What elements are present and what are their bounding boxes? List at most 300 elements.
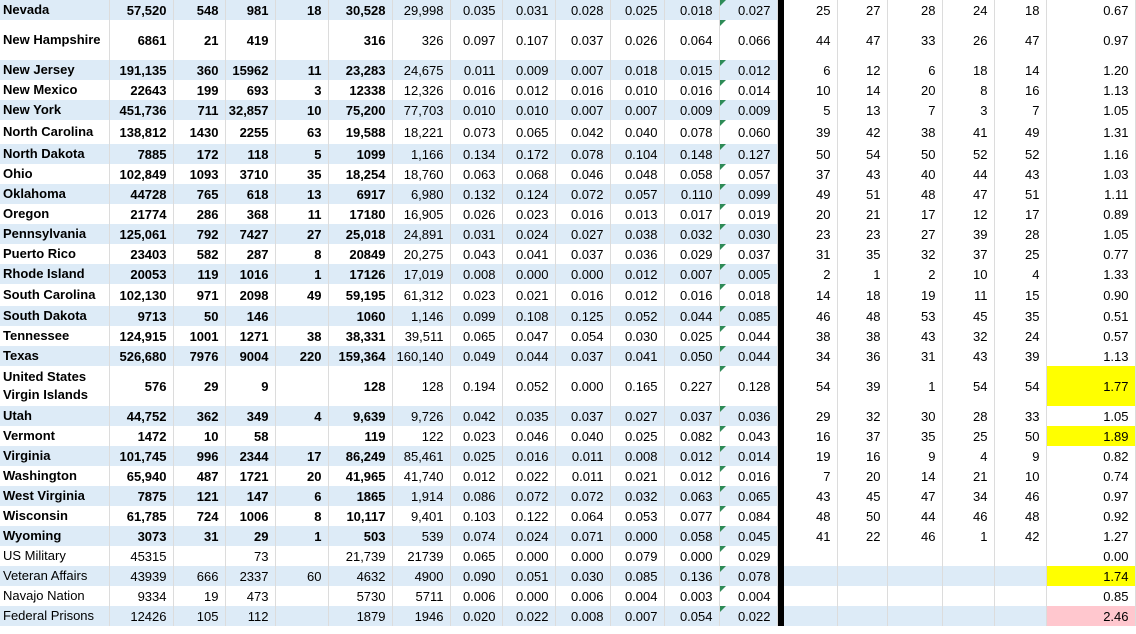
data-cell[interactable]: 582: [173, 244, 225, 264]
rank-cell[interactable]: 35: [994, 306, 1046, 326]
rank-cell[interactable]: [837, 586, 887, 606]
data-cell[interactable]: 0.085: [719, 306, 777, 326]
rank-cell[interactable]: 36: [837, 346, 887, 366]
rank-cell[interactable]: 14: [837, 80, 887, 100]
data-cell[interactable]: 0.227: [664, 366, 719, 406]
data-cell[interactable]: 21: [173, 20, 225, 60]
rank-cell[interactable]: 41: [942, 120, 994, 144]
rank-cell[interactable]: 1.05: [1046, 224, 1135, 244]
data-cell[interactable]: 17,019: [392, 264, 450, 284]
rank-cell[interactable]: 27: [887, 224, 942, 244]
rank-cell[interactable]: 14: [887, 466, 942, 486]
rank-cell[interactable]: 1.27: [1046, 526, 1135, 546]
data-cell[interactable]: 9,726: [392, 406, 450, 426]
data-cell[interactable]: 44728: [109, 184, 173, 204]
rank-cell[interactable]: 16: [994, 80, 1046, 100]
rank-cell[interactable]: 1.33: [1046, 264, 1135, 284]
data-cell[interactable]: 0.024: [502, 526, 555, 546]
data-cell[interactable]: 191,135: [109, 60, 173, 80]
data-cell[interactable]: 0.107: [502, 20, 555, 60]
data-cell[interactable]: 368: [225, 204, 275, 224]
data-cell[interactable]: 1001: [173, 326, 225, 346]
rank-cell[interactable]: 7: [784, 466, 837, 486]
data-cell[interactable]: 0.049: [450, 346, 502, 366]
data-cell[interactable]: 0.011: [555, 466, 610, 486]
row-label[interactable]: Oregon: [0, 204, 109, 224]
data-cell[interactable]: 693: [225, 80, 275, 100]
data-cell[interactable]: 29: [225, 526, 275, 546]
data-cell[interactable]: 0.000: [555, 546, 610, 566]
data-cell[interactable]: 487: [173, 466, 225, 486]
data-cell[interactable]: 1,146: [392, 306, 450, 326]
rank-cell[interactable]: 44: [887, 506, 942, 526]
data-cell[interactable]: 20: [275, 466, 328, 486]
row-label[interactable]: Vermont: [0, 426, 109, 446]
data-cell[interactable]: 0.026: [450, 204, 502, 224]
rank-cell[interactable]: 12: [942, 204, 994, 224]
data-cell[interactable]: 18,254: [328, 164, 392, 184]
rank-cell[interactable]: 39: [942, 224, 994, 244]
data-cell[interactable]: 86,249: [328, 446, 392, 466]
data-cell[interactable]: 0.065: [450, 326, 502, 346]
rank-cell[interactable]: 24: [994, 326, 1046, 346]
data-cell[interactable]: 0.037: [555, 244, 610, 264]
data-cell[interactable]: 0.057: [610, 184, 664, 204]
rank-cell[interactable]: 35: [837, 244, 887, 264]
rank-cell[interactable]: 15: [994, 284, 1046, 306]
data-cell[interactable]: 22643: [109, 80, 173, 100]
data-cell[interactable]: 105: [173, 606, 225, 626]
rank-cell[interactable]: 0.51: [1046, 306, 1135, 326]
rank-cell[interactable]: 22: [837, 526, 887, 546]
data-cell[interactable]: 0.007: [610, 100, 664, 120]
data-cell[interactable]: 2098: [225, 284, 275, 306]
rank-cell[interactable]: 1.11: [1046, 184, 1135, 204]
data-cell[interactable]: 0.017: [664, 204, 719, 224]
rank-cell[interactable]: 51: [837, 184, 887, 204]
data-cell[interactable]: 0.010: [502, 100, 555, 120]
row-label[interactable]: United States Virgin Islands: [0, 366, 109, 406]
data-cell[interactable]: 58: [225, 426, 275, 446]
data-cell[interactable]: 21739: [392, 546, 450, 566]
rank-cell[interactable]: 17: [887, 204, 942, 224]
data-cell[interactable]: 0.077: [664, 506, 719, 526]
data-cell[interactable]: 77,703: [392, 100, 450, 120]
data-cell[interactable]: 0.021: [502, 284, 555, 306]
rank-cell[interactable]: 45: [837, 486, 887, 506]
data-cell[interactable]: 0.043: [719, 426, 777, 446]
data-cell[interactable]: 0.136: [664, 566, 719, 586]
data-cell[interactable]: 0.000: [555, 366, 610, 406]
data-cell[interactable]: 0.022: [502, 606, 555, 626]
data-cell[interactable]: 4900: [392, 566, 450, 586]
data-cell[interactable]: 0.016: [555, 284, 610, 306]
data-cell[interactable]: 0.052: [502, 366, 555, 406]
rank-cell[interactable]: 43: [942, 346, 994, 366]
data-cell[interactable]: 0.012: [664, 466, 719, 486]
rank-cell[interactable]: 11: [942, 284, 994, 306]
rank-cell[interactable]: 1.77: [1046, 366, 1135, 406]
data-cell[interactable]: [173, 546, 225, 566]
data-cell[interactable]: 0.037: [555, 406, 610, 426]
rank-cell[interactable]: 47: [887, 486, 942, 506]
data-cell[interactable]: 0.007: [664, 264, 719, 284]
row-label[interactable]: South Dakota: [0, 306, 109, 326]
data-cell[interactable]: 4: [275, 406, 328, 426]
data-cell[interactable]: 0.009: [719, 100, 777, 120]
data-cell[interactable]: 21774: [109, 204, 173, 224]
row-label[interactable]: South Carolina: [0, 284, 109, 306]
data-cell[interactable]: 9334: [109, 586, 173, 606]
data-cell[interactable]: 0.060: [719, 120, 777, 144]
rank-cell[interactable]: 34: [942, 486, 994, 506]
rank-cell[interactable]: 0.67: [1046, 0, 1135, 20]
data-cell[interactable]: 0.027: [555, 224, 610, 244]
rank-cell[interactable]: 2: [887, 264, 942, 284]
data-cell[interactable]: 0.009: [664, 100, 719, 120]
data-cell[interactable]: 1865: [328, 486, 392, 506]
data-cell[interactable]: 287: [225, 244, 275, 264]
rank-cell[interactable]: 28: [942, 406, 994, 426]
rank-cell[interactable]: 37: [942, 244, 994, 264]
data-cell[interactable]: 11: [275, 60, 328, 80]
rank-cell[interactable]: 4: [942, 446, 994, 466]
rank-cell[interactable]: 18: [837, 284, 887, 306]
data-cell[interactable]: 349: [225, 406, 275, 426]
data-cell[interactable]: 0.085: [610, 566, 664, 586]
data-cell[interactable]: 16,905: [392, 204, 450, 224]
rank-cell[interactable]: 1.03: [1046, 164, 1135, 184]
data-cell[interactable]: 0.019: [719, 204, 777, 224]
data-cell[interactable]: 0.035: [450, 0, 502, 20]
data-cell[interactable]: 0.000: [502, 264, 555, 284]
data-cell[interactable]: 1946: [392, 606, 450, 626]
data-cell[interactable]: [275, 426, 328, 446]
data-cell[interactable]: 0.058: [664, 164, 719, 184]
data-cell[interactable]: 19,588: [328, 120, 392, 144]
rank-cell[interactable]: 43: [784, 486, 837, 506]
data-cell[interactable]: 102,849: [109, 164, 173, 184]
data-cell[interactable]: 10: [275, 100, 328, 120]
rank-cell[interactable]: 46: [784, 306, 837, 326]
rank-cell[interactable]: [994, 546, 1046, 566]
data-cell[interactable]: 0.027: [719, 0, 777, 20]
rank-cell[interactable]: 25: [994, 244, 1046, 264]
data-cell[interactable]: 0.082: [664, 426, 719, 446]
rank-cell[interactable]: 48: [994, 506, 1046, 526]
rank-cell[interactable]: 32: [837, 406, 887, 426]
data-cell[interactable]: [275, 366, 328, 406]
data-cell[interactable]: 7427: [225, 224, 275, 244]
data-cell[interactable]: 0.078: [719, 566, 777, 586]
data-cell[interactable]: 0.004: [719, 586, 777, 606]
data-cell[interactable]: 9,401: [392, 506, 450, 526]
data-cell[interactable]: 0.008: [610, 446, 664, 466]
data-cell[interactable]: 20849: [328, 244, 392, 264]
rank-cell[interactable]: 21: [942, 466, 994, 486]
data-cell[interactable]: 0.011: [450, 60, 502, 80]
row-label[interactable]: Oklahoma: [0, 184, 109, 204]
data-cell[interactable]: 0.071: [555, 526, 610, 546]
row-label[interactable]: Nevada: [0, 0, 109, 20]
data-cell[interactable]: 12338: [328, 80, 392, 100]
row-label[interactable]: Tennessee: [0, 326, 109, 346]
data-cell[interactable]: 1721: [225, 466, 275, 486]
rank-cell[interactable]: 10: [784, 80, 837, 100]
rank-cell[interactable]: 38: [887, 120, 942, 144]
data-cell[interactable]: 39,511: [392, 326, 450, 346]
data-cell[interactable]: 0.128: [719, 366, 777, 406]
data-cell[interactable]: 9713: [109, 306, 173, 326]
data-cell[interactable]: 0.134: [450, 144, 502, 164]
data-cell[interactable]: 0.040: [555, 426, 610, 446]
data-cell[interactable]: 0.053: [610, 506, 664, 526]
data-cell[interactable]: 8: [275, 506, 328, 526]
data-cell[interactable]: 711: [173, 100, 225, 120]
data-cell[interactable]: 0.043: [450, 244, 502, 264]
rank-cell[interactable]: [837, 546, 887, 566]
data-cell[interactable]: 981: [225, 0, 275, 20]
rank-cell[interactable]: 2.46: [1046, 606, 1135, 626]
data-cell[interactable]: 9,639: [328, 406, 392, 426]
rank-cell[interactable]: [942, 586, 994, 606]
row-label[interactable]: Wisconsin: [0, 506, 109, 526]
data-cell[interactable]: 1: [275, 264, 328, 284]
rank-cell[interactable]: 1.74: [1046, 566, 1135, 586]
row-label[interactable]: North Dakota: [0, 144, 109, 164]
rank-cell[interactable]: [994, 566, 1046, 586]
data-cell[interactable]: 996: [173, 446, 225, 466]
data-cell[interactable]: 0.012: [610, 284, 664, 306]
data-cell[interactable]: 146: [225, 306, 275, 326]
data-cell[interactable]: 0.016: [502, 446, 555, 466]
data-cell[interactable]: 1472: [109, 426, 173, 446]
data-cell[interactable]: 0.041: [610, 346, 664, 366]
data-cell[interactable]: 0.036: [719, 406, 777, 426]
rank-cell[interactable]: 13: [837, 100, 887, 120]
data-cell[interactable]: 9004: [225, 346, 275, 366]
rank-cell[interactable]: [994, 606, 1046, 626]
rank-cell[interactable]: 1.89: [1046, 426, 1135, 446]
rank-cell[interactable]: 0.97: [1046, 486, 1135, 506]
rank-cell[interactable]: 44: [784, 20, 837, 60]
data-cell[interactable]: 1,166: [392, 144, 450, 164]
data-cell[interactable]: 0.012: [502, 80, 555, 100]
data-cell[interactable]: 0.032: [610, 486, 664, 506]
rank-cell[interactable]: 14: [994, 60, 1046, 80]
data-cell[interactable]: 316: [328, 20, 392, 60]
rank-cell[interactable]: 47: [994, 20, 1046, 60]
rank-cell[interactable]: 18: [942, 60, 994, 80]
data-cell[interactable]: 0.044: [719, 346, 777, 366]
row-label[interactable]: New Hampshire: [0, 20, 109, 60]
data-cell[interactable]: 0.172: [502, 144, 555, 164]
data-cell[interactable]: 29,998: [392, 0, 450, 20]
rank-cell[interactable]: 1.05: [1046, 100, 1135, 120]
data-cell[interactable]: 12,326: [392, 80, 450, 100]
data-cell[interactable]: 6: [275, 486, 328, 506]
data-cell[interactable]: 792: [173, 224, 225, 244]
data-cell[interactable]: 0.044: [719, 326, 777, 346]
data-cell[interactable]: 0.044: [502, 346, 555, 366]
data-cell[interactable]: [275, 20, 328, 60]
data-cell[interactable]: 0.194: [450, 366, 502, 406]
rank-cell[interactable]: 38: [837, 326, 887, 346]
row-label[interactable]: Utah: [0, 406, 109, 426]
data-cell[interactable]: 19: [173, 586, 225, 606]
data-cell[interactable]: 0.021: [610, 466, 664, 486]
data-cell[interactable]: 666: [173, 566, 225, 586]
data-cell[interactable]: 25,018: [328, 224, 392, 244]
data-cell[interactable]: 0.023: [450, 426, 502, 446]
rank-cell[interactable]: 23: [837, 224, 887, 244]
data-cell[interactable]: 0.079: [610, 546, 664, 566]
data-cell[interactable]: 138,812: [109, 120, 173, 144]
rank-cell[interactable]: [887, 566, 942, 586]
data-cell[interactable]: 4632: [328, 566, 392, 586]
data-cell[interactable]: 473: [225, 586, 275, 606]
row-label[interactable]: New Mexico: [0, 80, 109, 100]
data-cell[interactable]: 73: [225, 546, 275, 566]
data-cell[interactable]: 0.025: [610, 426, 664, 446]
data-cell[interactable]: 0.018: [664, 0, 719, 20]
data-cell[interactable]: [275, 586, 328, 606]
data-cell[interactable]: 0.048: [610, 164, 664, 184]
rank-cell[interactable]: 54: [784, 366, 837, 406]
rank-cell[interactable]: [942, 606, 994, 626]
data-cell[interactable]: 6917: [328, 184, 392, 204]
data-cell[interactable]: 159,364: [328, 346, 392, 366]
rank-cell[interactable]: 23: [784, 224, 837, 244]
rank-cell[interactable]: [784, 586, 837, 606]
data-cell[interactable]: 8: [275, 244, 328, 264]
data-cell[interactable]: 0.012: [610, 264, 664, 284]
rank-cell[interactable]: [784, 566, 837, 586]
data-cell[interactable]: 0.046: [555, 164, 610, 184]
row-label[interactable]: North Carolina: [0, 120, 109, 144]
data-cell[interactable]: 128: [328, 366, 392, 406]
data-cell[interactable]: 451,736: [109, 100, 173, 120]
data-cell[interactable]: 0.122: [502, 506, 555, 526]
data-cell[interactable]: 0.030: [719, 224, 777, 244]
data-cell[interactable]: 18,221: [392, 120, 450, 144]
rank-cell[interactable]: [784, 546, 837, 566]
data-cell[interactable]: 0.090: [450, 566, 502, 586]
data-cell[interactable]: 0.018: [610, 60, 664, 80]
data-cell[interactable]: 124,915: [109, 326, 173, 346]
data-cell[interactable]: 0.016: [450, 80, 502, 100]
rank-cell[interactable]: 32: [942, 326, 994, 346]
rank-cell[interactable]: 0.89: [1046, 204, 1135, 224]
data-cell[interactable]: 0.042: [450, 406, 502, 426]
data-cell[interactable]: 0.097: [450, 20, 502, 60]
data-cell[interactable]: 286: [173, 204, 225, 224]
data-cell[interactable]: 0.025: [610, 0, 664, 20]
data-cell[interactable]: 1093: [173, 164, 225, 184]
rank-cell[interactable]: 41: [784, 526, 837, 546]
data-cell[interactable]: 0.072: [555, 486, 610, 506]
data-cell[interactable]: 576: [109, 366, 173, 406]
rank-cell[interactable]: 0.90: [1046, 284, 1135, 306]
data-cell[interactable]: 724: [173, 506, 225, 526]
data-cell[interactable]: 419: [225, 20, 275, 60]
data-cell[interactable]: 0.030: [555, 566, 610, 586]
rank-cell[interactable]: 28: [887, 0, 942, 20]
rank-cell[interactable]: 54: [942, 366, 994, 406]
data-cell[interactable]: 0.027: [610, 406, 664, 426]
data-cell[interactable]: 0.008: [450, 264, 502, 284]
data-cell[interactable]: 45315: [109, 546, 173, 566]
data-cell[interactable]: 125,061: [109, 224, 173, 244]
data-cell[interactable]: 121: [173, 486, 225, 506]
rank-cell[interactable]: 50: [784, 144, 837, 164]
data-cell[interactable]: 60: [275, 566, 328, 586]
rank-cell[interactable]: 28: [994, 224, 1046, 244]
rank-cell[interactable]: 19: [784, 446, 837, 466]
data-cell[interactable]: 13: [275, 184, 328, 204]
rank-cell[interactable]: 17: [994, 204, 1046, 224]
data-cell[interactable]: 12426: [109, 606, 173, 626]
data-cell[interactable]: 0.038: [610, 224, 664, 244]
rank-cell[interactable]: 48: [887, 184, 942, 204]
rank-cell[interactable]: 47: [837, 20, 887, 60]
rank-cell[interactable]: 48: [837, 306, 887, 326]
data-cell[interactable]: 0.012: [664, 446, 719, 466]
data-cell[interactable]: 41,965: [328, 466, 392, 486]
data-cell[interactable]: 0.010: [450, 100, 502, 120]
data-cell[interactable]: 0.124: [502, 184, 555, 204]
rank-cell[interactable]: [887, 606, 942, 626]
rank-cell[interactable]: 54: [994, 366, 1046, 406]
data-cell[interactable]: 7875: [109, 486, 173, 506]
data-cell[interactable]: 0.036: [610, 244, 664, 264]
data-cell[interactable]: 0.009: [502, 60, 555, 80]
data-cell[interactable]: 0.029: [719, 546, 777, 566]
data-cell[interactable]: 0.006: [450, 586, 502, 606]
data-cell[interactable]: 122: [392, 426, 450, 446]
data-cell[interactable]: 0.078: [555, 144, 610, 164]
data-cell[interactable]: 9: [225, 366, 275, 406]
data-cell[interactable]: 3073: [109, 526, 173, 546]
row-label[interactable]: Ohio: [0, 164, 109, 184]
data-cell[interactable]: 199: [173, 80, 225, 100]
data-cell[interactable]: 0.065: [719, 486, 777, 506]
data-cell[interactable]: 539: [392, 526, 450, 546]
rank-cell[interactable]: 1: [837, 264, 887, 284]
data-cell[interactable]: 10: [173, 426, 225, 446]
rank-cell[interactable]: [942, 546, 994, 566]
data-cell[interactable]: 3: [275, 80, 328, 100]
data-cell[interactable]: 32,857: [225, 100, 275, 120]
data-cell[interactable]: 1099: [328, 144, 392, 164]
rank-cell[interactable]: [887, 546, 942, 566]
rank-cell[interactable]: 1.13: [1046, 80, 1135, 100]
data-cell[interactable]: 0.016: [664, 284, 719, 306]
rank-cell[interactable]: 1: [942, 526, 994, 546]
rank-cell[interactable]: 35: [887, 426, 942, 446]
data-cell[interactable]: 24,675: [392, 60, 450, 80]
data-cell[interactable]: 18,760: [392, 164, 450, 184]
data-cell[interactable]: 526,680: [109, 346, 173, 366]
data-cell[interactable]: 0.057: [719, 164, 777, 184]
data-cell[interactable]: 0.031: [502, 0, 555, 20]
data-cell[interactable]: 128: [392, 366, 450, 406]
data-cell[interactable]: 0.103: [450, 506, 502, 526]
data-cell[interactable]: 35: [275, 164, 328, 184]
data-cell[interactable]: 0.078: [664, 120, 719, 144]
data-cell[interactable]: 0.018: [719, 284, 777, 306]
data-cell[interactable]: 0.084: [719, 506, 777, 526]
